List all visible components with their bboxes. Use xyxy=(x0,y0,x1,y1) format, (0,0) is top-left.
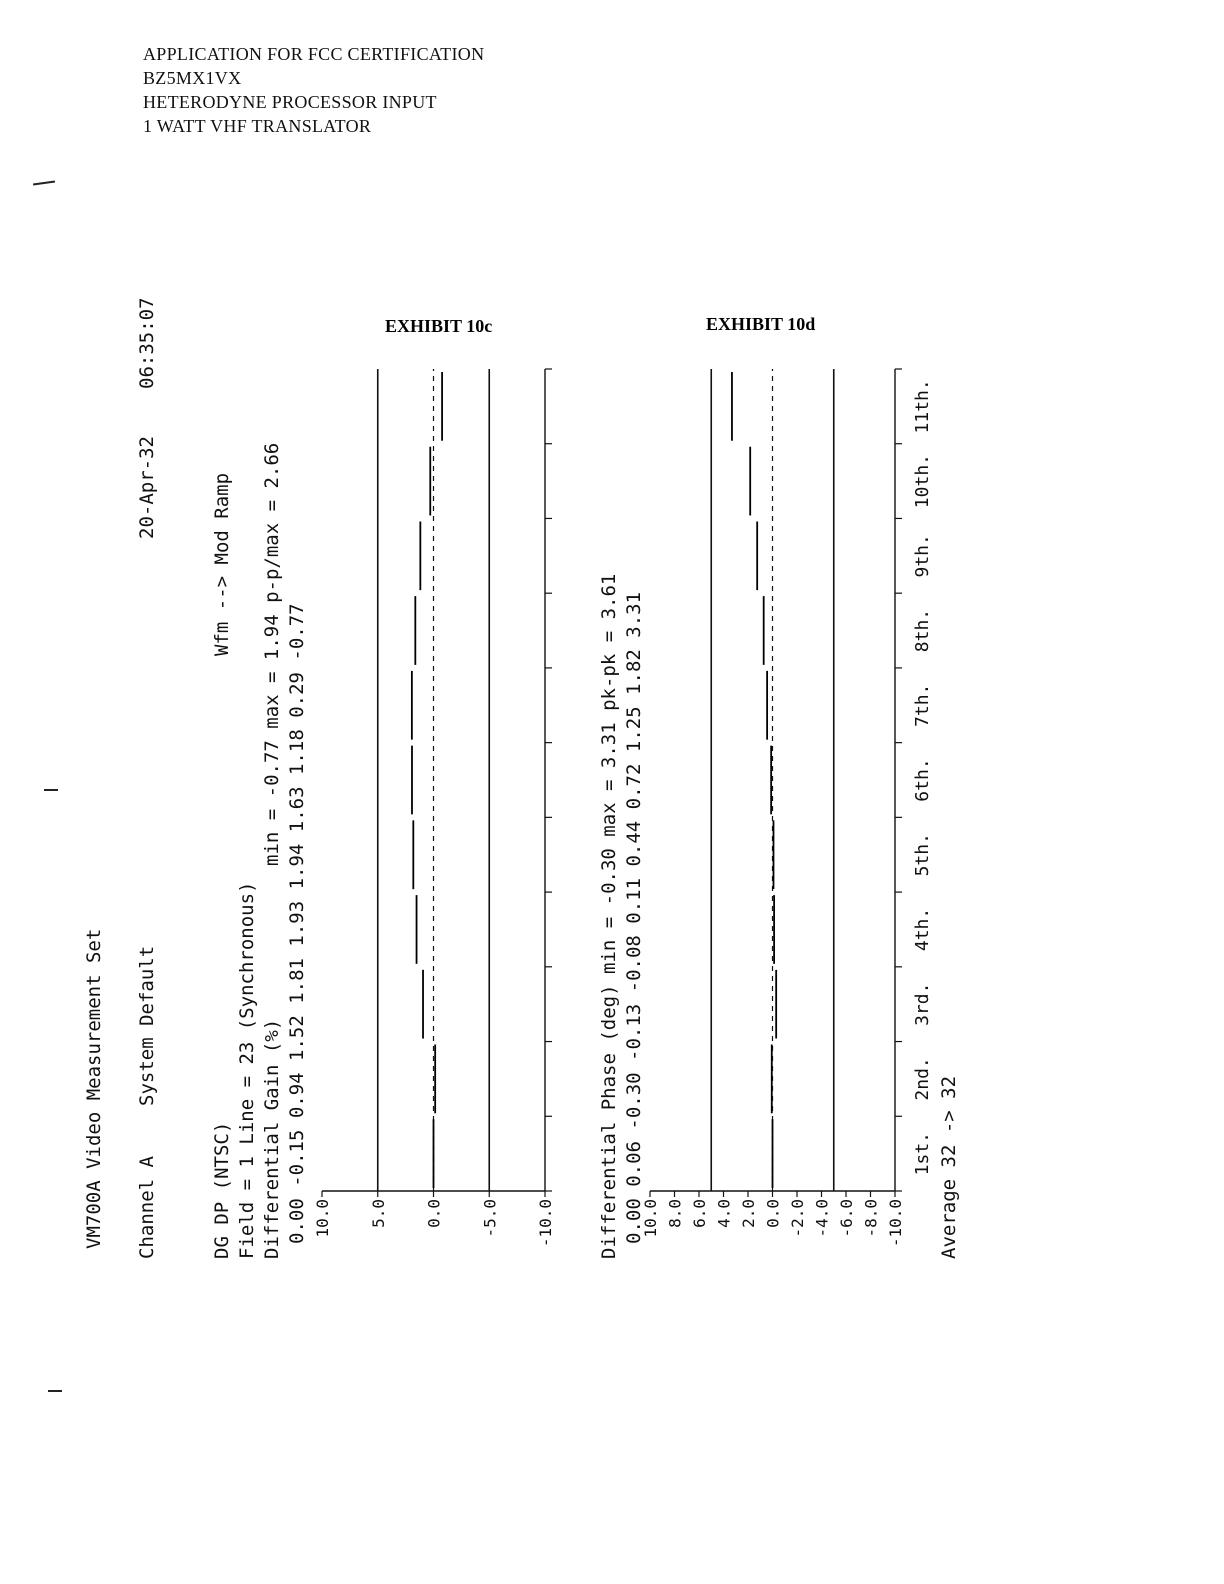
gain-stats: min = -0.77 max = 1.94 p-p/max = 2.66 xyxy=(261,442,283,866)
gain-y-tick-label: -5.0 xyxy=(480,1199,500,1238)
gain-plot xyxy=(313,369,555,1247)
mode-label: DG DP (NTSC) xyxy=(211,1121,233,1259)
column-label: 7th. xyxy=(912,683,933,727)
phase-y-tick-label: -2.0 xyxy=(788,1199,807,1238)
phase-y-tick-label: -10.0 xyxy=(886,1199,905,1248)
gain-values: 0.00 -0.15 0.94 1.52 1.81 1.93 1.94 1.63 1.18 0.29 -0.77 xyxy=(286,603,308,1244)
gain-y-tick-label: 10.0 xyxy=(313,1199,332,1238)
column-label: 5th. xyxy=(912,833,933,877)
phase-y-tick-label: -4.0 xyxy=(812,1199,832,1238)
date-label: 20-Apr-32 xyxy=(136,436,158,539)
header-line: APPLICATION FOR FCC CERTIFICATION xyxy=(143,44,485,64)
column-label: 11th. xyxy=(912,379,933,434)
exhibit-label-gain: EXHIBIT 10c xyxy=(385,316,493,336)
phase-y-tick-label: 10.0 xyxy=(641,1199,660,1238)
instrument-title: VM700A Video Measurement Set xyxy=(83,928,105,1249)
gain-y-tick-label: -10.0 xyxy=(536,1199,555,1248)
column-labels xyxy=(912,379,933,1175)
phase-y-tick-label: 0.0 xyxy=(763,1199,783,1228)
waveform-label: Wfm --> Mod Ramp xyxy=(211,472,233,656)
phase-y-tick-label: 6.0 xyxy=(690,1199,709,1228)
column-label: 6th. xyxy=(912,758,933,802)
header-line: 1 WATT VHF TRANSLATOR xyxy=(143,116,372,136)
column-label: 4th. xyxy=(912,907,933,952)
column-label: 8th. xyxy=(912,608,933,653)
field-line-label: Field = 1 Line = 23 (Synchronous) xyxy=(236,881,258,1259)
header-line: BZ5MX1VX xyxy=(143,68,242,88)
phase-stats: min = -0.30 max = 3.31 pk-pk = 3.61 xyxy=(598,573,620,974)
header-line: HETERODYNE PROCESSOR INPUT xyxy=(143,92,437,112)
column-label: 9th. xyxy=(912,534,933,578)
phase-title: Differential Phase (deg) xyxy=(598,984,620,1259)
gain-title: Differential Gain (%) xyxy=(261,1018,283,1259)
phase-y-tick-label: -6.0 xyxy=(837,1199,856,1238)
column-label: 1st. xyxy=(912,1131,933,1176)
channel-label: Channel A xyxy=(136,1156,158,1259)
average-label: Average 32 -> 32 xyxy=(938,1075,960,1259)
phase-y-tick-label: 4.0 xyxy=(714,1199,734,1228)
phase-plot xyxy=(641,369,905,1247)
column-label: 2nd. xyxy=(912,1057,933,1101)
exhibit-label-phase: EXHIBIT 10d xyxy=(706,314,816,334)
phase-y-tick-label: 2.0 xyxy=(739,1199,758,1228)
phase-y-tick-label: -8.0 xyxy=(861,1199,881,1238)
gain-y-tick-label: 5.0 xyxy=(368,1199,388,1228)
column-label: 3rd. xyxy=(912,982,933,1026)
phase-y-tick-label: 8.0 xyxy=(665,1199,685,1228)
config-label: System Default xyxy=(136,945,158,1106)
phase-values: 0.00 0.06 -0.30 -0.13 -0.08 0.11 0.44 0.72 1.25 1.82 3.31 xyxy=(623,591,645,1244)
gain-y-tick-label: 0.0 xyxy=(424,1199,444,1228)
column-label: 10th. xyxy=(912,453,933,509)
time-label: 06:35:07 xyxy=(136,297,158,389)
